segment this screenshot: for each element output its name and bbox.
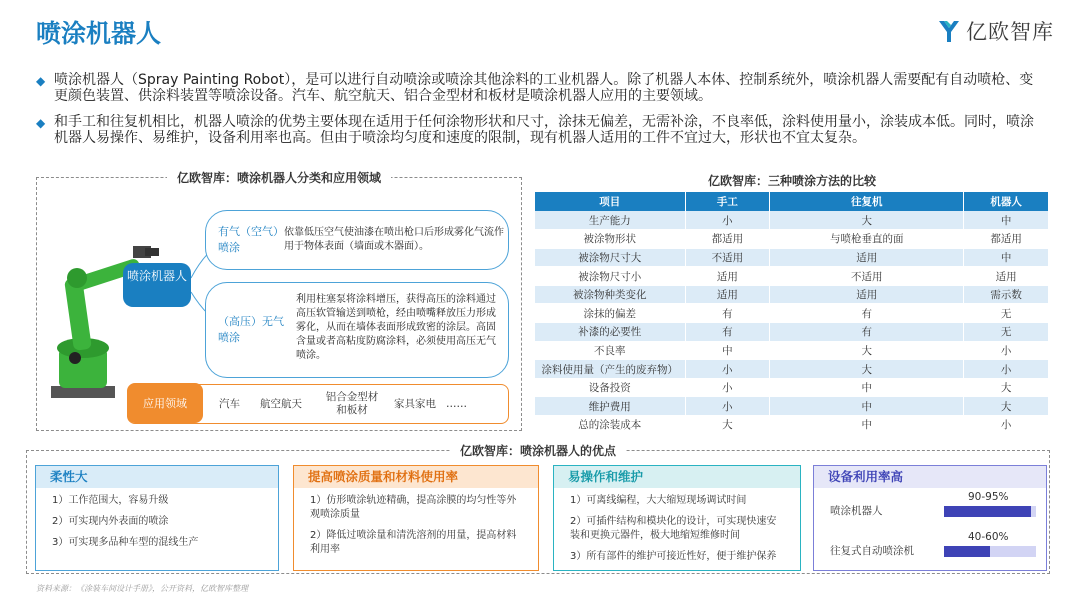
table-cell: 有 bbox=[770, 304, 964, 323]
table-cell: 都适用 bbox=[964, 230, 1049, 249]
utilization-bar bbox=[944, 506, 1036, 517]
table-cell: 小 bbox=[685, 378, 770, 397]
table-cell: 维护费用 bbox=[535, 397, 685, 416]
header-cell: 机器人 bbox=[964, 192, 1049, 211]
table-row bbox=[535, 211, 1049, 230]
card-item: 2）可插件结构和模块化的设计，可实现快速安装和更换元器件，极大地缩短维修时间 bbox=[570, 516, 777, 541]
card-title: 设备利用率高 bbox=[814, 466, 1046, 488]
table-cell: 有 bbox=[685, 323, 770, 342]
card-item: 1）工作范围大，容易升级 bbox=[52, 495, 169, 506]
table-cell: 被涂物尺寸小 bbox=[535, 267, 685, 286]
table-cell: 大 bbox=[770, 211, 964, 230]
table-cell: 中 bbox=[770, 378, 964, 397]
center-node-robot: 喷涂机器人 bbox=[123, 263, 191, 307]
utilization-fill bbox=[944, 546, 990, 557]
header-cell: 往复机 bbox=[770, 192, 964, 211]
advantage-card-quality bbox=[293, 465, 539, 571]
card-title: 柔性大 bbox=[36, 466, 278, 488]
table-row bbox=[535, 341, 1049, 360]
header-cell: 手工 bbox=[685, 192, 770, 211]
bullet-text: 喷涂机器人（Spray Painting Robot），是可以进行自动喷涂或喷涂其他涂料的工业机器人。除了机器人本体、控制系统外，喷涂机器人需要配有自动喷枪、变更颜色装置、供涂料装置等喷涂设备。汽车、航空航天、铝合金型材和板材是喷涂机器人应用的主要领域。 bbox=[54, 72, 1034, 104]
table-cell: 大 bbox=[964, 378, 1049, 397]
advantage-card-maintenance bbox=[553, 465, 801, 571]
bullet-text: 和手工和往复机相比，机器人喷涂的优势主要体现在适用于任何涂物形状和尺寸，涂抹无偏差，无需补涂，不良率低，涂料使用量小，涂装成本低。同时，喷涂机器人易操作、易维护，设备利用率也高。但由于喷涂均匀度和速度的限制，现有机器人适用的工件不宜过大，形状也不宜太复杂。 bbox=[54, 114, 1034, 146]
table-cell: 中 bbox=[770, 397, 964, 416]
table-cell: 生产能力 bbox=[535, 211, 685, 230]
table-body bbox=[535, 211, 1049, 434]
app-label: 应用领域 bbox=[127, 383, 203, 423]
advantage-card-utilization bbox=[813, 465, 1047, 571]
table-cell: 中 bbox=[770, 416, 964, 435]
logo-text: 亿欧智库 bbox=[966, 20, 1054, 44]
table-cell: 大 bbox=[770, 360, 964, 379]
table-cell: 适用 bbox=[770, 285, 964, 304]
diamond-icon: ◆ bbox=[36, 74, 46, 88]
card-title: 提高喷涂质量和材料使用率 bbox=[294, 466, 538, 488]
table-cell: 大 bbox=[770, 341, 964, 360]
bullet-item bbox=[36, 72, 1046, 104]
table-row bbox=[535, 416, 1049, 435]
advantages-panel bbox=[26, 444, 1050, 574]
type-desc: 依靠低压空气使油漆在喷出枪口后形成雾化气流作用于物体表面（墙面或木器面）。 bbox=[284, 227, 504, 252]
advantage-card-flexibility bbox=[35, 465, 279, 571]
table-cell: 适用 bbox=[770, 248, 964, 267]
comparison-table bbox=[535, 192, 1049, 435]
app-item: 铝合金型材和板材 bbox=[325, 391, 379, 416]
table-cell: 小 bbox=[964, 360, 1049, 379]
table-row bbox=[535, 248, 1049, 267]
table-cell: 中 bbox=[685, 341, 770, 360]
table-cell: 被涂物种类变化 bbox=[535, 285, 685, 304]
table-cell: 小 bbox=[685, 211, 770, 230]
table-cell: 不良率 bbox=[535, 341, 685, 360]
utilization-row bbox=[830, 528, 1030, 568]
card-body bbox=[814, 488, 1046, 568]
table-cell: 涂抹的偏差 bbox=[535, 304, 685, 323]
table-cell: 被涂物尺寸大 bbox=[535, 248, 685, 267]
table-cell: 大 bbox=[964, 397, 1049, 416]
type-desc: 利用柱塞泵将涂料增压，获得高压的涂料通过高压软管输送到喷枪，经由喷嘴释放压力形成雾化，从而在墙体表面形成致密的涂层。高固含量或者高粘度防腐涂料，必须使用高压无气喷涂。 bbox=[296, 294, 496, 361]
app-item: …… bbox=[446, 397, 467, 410]
app-item: 航空航天 bbox=[260, 397, 302, 410]
page-title: 喷涂机器人 bbox=[36, 19, 162, 48]
utilization-name: 往复式自动喷涂机 bbox=[830, 545, 914, 557]
card-item: 2）可实现内外表面的喷涂 bbox=[52, 516, 169, 527]
utilization-row bbox=[830, 488, 1030, 528]
table-row bbox=[535, 397, 1049, 416]
card-item: 1）可离线编程，大大缩短现场调试时间 bbox=[570, 495, 747, 506]
table-row bbox=[535, 360, 1049, 379]
type-label: （高压）无气喷涂 bbox=[218, 315, 284, 344]
application-fields bbox=[127, 384, 509, 424]
table-cell: 涂料使用量（产生的废弃物） bbox=[535, 360, 685, 379]
table-cell: 中 bbox=[964, 248, 1049, 267]
utilization-fill bbox=[944, 506, 1031, 517]
card-body bbox=[294, 488, 538, 557]
header-cell: 项目 bbox=[535, 192, 685, 211]
bullet-item bbox=[36, 114, 1046, 146]
intro-bullets bbox=[36, 72, 1046, 156]
utilization-range: 90-95% bbox=[968, 491, 1009, 503]
table-cell: 小 bbox=[685, 397, 770, 416]
table-cell: 小 bbox=[964, 416, 1049, 435]
card-item: 1）仿形喷涂轨迹精确，提高涂膜的均匀性等外观喷涂质量 bbox=[310, 495, 517, 520]
logo bbox=[936, 16, 1054, 46]
table-row bbox=[535, 304, 1049, 323]
table-row bbox=[535, 378, 1049, 397]
card-item: 2）降低过喷涂量和清洗溶剂的用量，提高材料利用率 bbox=[310, 530, 517, 555]
table-row bbox=[535, 267, 1049, 286]
table-cell: 适用 bbox=[685, 267, 770, 286]
table-cell: 无 bbox=[964, 304, 1049, 323]
comparison-title: 亿欧智库：三种喷涂方法的比较 bbox=[707, 174, 876, 188]
utilization-range: 40-60% bbox=[968, 531, 1009, 543]
table-cell: 小 bbox=[964, 341, 1049, 360]
table-cell: 中 bbox=[964, 211, 1049, 230]
table-cell: 被涂物形状 bbox=[535, 230, 685, 249]
table-cell: 补漆的必要性 bbox=[535, 323, 685, 342]
table-cell: 有 bbox=[770, 323, 964, 342]
yiou-logo-icon bbox=[936, 18, 962, 44]
card-item: 3）所有部件的维护可接近性好，便于维护保养 bbox=[570, 551, 777, 562]
advantages-title: 亿欧智库：喷涂机器人的优点 bbox=[27, 442, 1049, 459]
table-cell: 适用 bbox=[964, 267, 1049, 286]
table-cell: 与喷枪垂直的面 bbox=[770, 230, 964, 249]
type-air-spray bbox=[205, 210, 509, 270]
card-body bbox=[36, 488, 278, 550]
table-cell: 设备投资 bbox=[535, 378, 685, 397]
classification-panel bbox=[36, 171, 522, 431]
table-cell: 总的涂装成本 bbox=[535, 416, 685, 435]
table-row bbox=[535, 323, 1049, 342]
utilization-bar bbox=[944, 546, 1036, 557]
table-cell: 需示数 bbox=[964, 285, 1049, 304]
table-cell: 大 bbox=[685, 416, 770, 435]
utilization-name: 喷涂机器人 bbox=[830, 505, 883, 517]
table-cell: 不适用 bbox=[685, 248, 770, 267]
table-row bbox=[535, 230, 1049, 249]
diamond-icon: ◆ bbox=[36, 116, 46, 130]
table-cell: 有 bbox=[685, 304, 770, 323]
table-cell: 无 bbox=[964, 323, 1049, 342]
card-body bbox=[554, 488, 800, 564]
type-label: 有气（空气）喷涂 bbox=[218, 225, 284, 254]
table-cell: 都适用 bbox=[685, 230, 770, 249]
type-airless-spray bbox=[205, 282, 509, 378]
table-row bbox=[535, 285, 1049, 304]
card-title: 易操作和维护 bbox=[554, 466, 800, 488]
card-item: 3）可实现多品种车型的混线生产 bbox=[52, 537, 199, 548]
table-cell: 适用 bbox=[685, 285, 770, 304]
source-note: 资料来源：《涂装车间设计手册》，公开资料，亿欧智库整理 bbox=[36, 584, 248, 593]
table-cell: 小 bbox=[685, 360, 770, 379]
app-item: 汽车 bbox=[219, 397, 240, 410]
table-header-row bbox=[535, 192, 1049, 211]
classification-title: 亿欧智库：喷涂机器人分类和应用领域 bbox=[37, 169, 521, 186]
app-item: 家具家电 bbox=[394, 397, 436, 410]
table-cell: 不适用 bbox=[770, 267, 964, 286]
